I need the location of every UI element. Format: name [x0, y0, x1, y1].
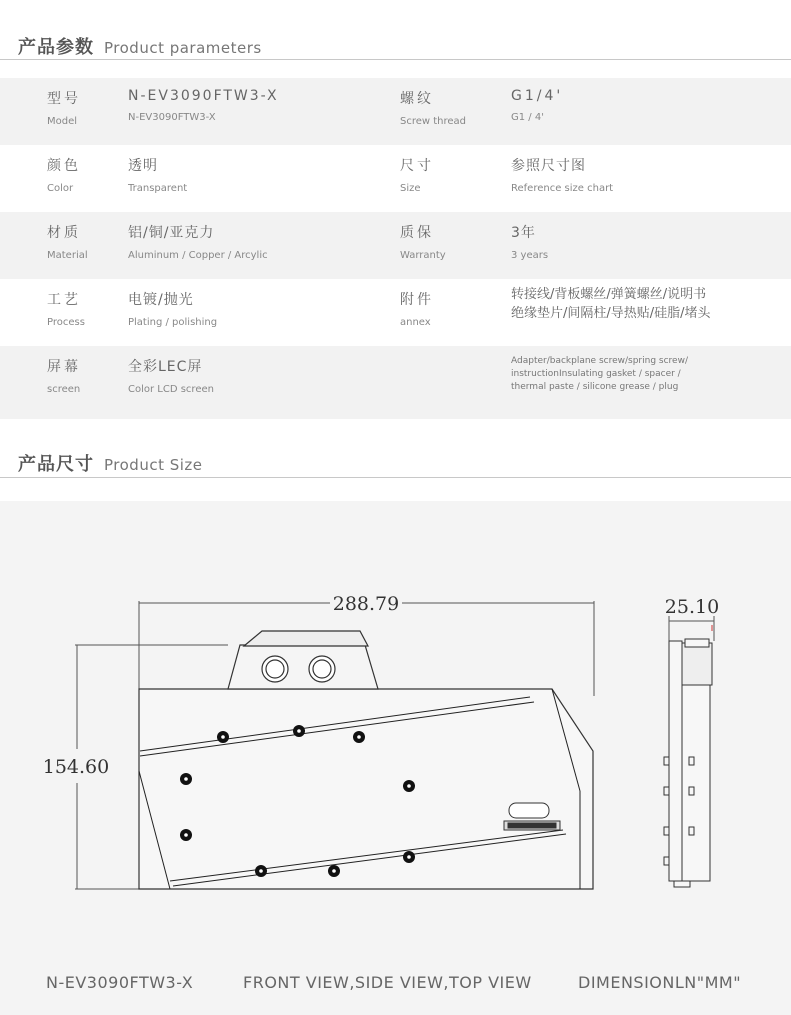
- section-title-cn: 产品尺寸: [18, 454, 94, 475]
- label-en: screen: [47, 384, 81, 395]
- value-en: Plating / polishing: [128, 317, 218, 328]
- param-value: [511, 355, 688, 394]
- section-title-size: [18, 450, 203, 476]
- table-row: [0, 145, 791, 212]
- parameters-table: [0, 78, 791, 413]
- label-cn: 屏幕: [47, 359, 81, 375]
- length-value: 288.79: [332, 593, 400, 615]
- label-en: Process: [47, 317, 85, 328]
- footer-views: FRONT VIEW,SIDE VIEW,TOP VIEW: [243, 973, 532, 992]
- footer-model: N-EV3090FTW3-X: [46, 973, 194, 992]
- table-row: [0, 346, 791, 413]
- param-label: [47, 222, 88, 261]
- param-value: [128, 155, 187, 194]
- label-cn: 螺纹: [400, 91, 434, 107]
- section-divider: [0, 59, 791, 60]
- value-cn: G1/4': [511, 88, 564, 104]
- value-cn: 参照尺寸图: [511, 158, 586, 174]
- value-en: Transparent: [128, 183, 188, 194]
- param-value: [128, 222, 268, 261]
- value-line: thermal paste / silicone grease / plug: [511, 382, 679, 392]
- label-cn: 颜色: [47, 158, 81, 174]
- front-view: [139, 631, 593, 889]
- value-en: N-EV3090FTW3-X: [128, 112, 216, 123]
- dimension-drawing: [0, 501, 791, 1015]
- param-label: [400, 155, 434, 194]
- drawing-svg: [0, 501, 791, 1015]
- label-en: Warranty: [400, 250, 446, 261]
- label-en: annex: [400, 317, 431, 328]
- height-value: 154.60: [42, 756, 110, 778]
- param-value: [128, 88, 279, 123]
- value-en: 3 years: [511, 250, 549, 261]
- param-value: [511, 88, 563, 123]
- label-en: Color: [47, 183, 74, 194]
- value-line: Adapter/backplane screw/spring screw/: [511, 356, 688, 366]
- thickness-value: 25.10: [664, 596, 720, 618]
- section-title-parameters: [18, 33, 262, 59]
- param-label: [47, 356, 81, 395]
- value-cn: 全彩LEC屏: [128, 359, 203, 375]
- value-cn: 3年: [511, 225, 536, 241]
- label-cn: 材质: [47, 225, 81, 241]
- param-value: [511, 222, 548, 261]
- table-row: [0, 279, 791, 346]
- section-title-cn: 产品参数: [18, 37, 94, 58]
- param-value: [511, 285, 711, 323]
- label-cn: 型号: [47, 91, 81, 107]
- value-cn: N-EV3090FTW3-X: [128, 88, 279, 104]
- param-label: [400, 88, 466, 127]
- param-value: [128, 356, 214, 395]
- param-label: [400, 222, 446, 261]
- value-cn: 铝/铜/亚克力: [128, 225, 215, 241]
- value-en: Reference size chart: [511, 183, 614, 194]
- section-title-en: Product parameters: [104, 39, 262, 57]
- label-cn: 质保: [400, 225, 434, 241]
- table-bottom-band: [0, 405, 791, 419]
- label-en: Model: [47, 116, 78, 127]
- footer-dimension: DIMENSIONLN"MM": [578, 973, 742, 992]
- param-label: [47, 88, 81, 127]
- value-line: 绝缘垫片/间隔柱/导热贴/硅脂/堵头: [511, 306, 711, 321]
- value-en: Color LCD screen: [128, 384, 214, 395]
- table-row: [0, 78, 791, 145]
- table-row: [0, 212, 791, 279]
- param-label: [47, 289, 85, 328]
- label-cn: 附件: [400, 292, 434, 308]
- value-line: instructionInsulating gasket / spacer /: [511, 369, 681, 379]
- section-divider: [0, 477, 791, 478]
- label-cn: 尺寸: [400, 158, 434, 174]
- value-cn: 电镀/抛光: [128, 292, 194, 308]
- param-label: [400, 289, 434, 328]
- param-label: [47, 155, 81, 194]
- value-en: G1 / 4': [511, 112, 544, 123]
- param-value: [128, 289, 217, 328]
- side-view: [664, 639, 712, 887]
- label-cn: 工艺: [47, 292, 81, 308]
- param-value: [511, 155, 613, 194]
- value-en: Aluminum / Copper / Arcylic: [128, 250, 268, 261]
- side-view-dimension: [669, 616, 714, 641]
- label-en: Material: [47, 250, 88, 261]
- value-line: 转接线/背板螺丝/弹簧螺丝/说明书: [511, 287, 707, 302]
- label-en: Size: [400, 183, 421, 194]
- value-cn: 透明: [128, 158, 158, 174]
- section-title-en: Product Size: [104, 456, 203, 474]
- label-en: Screw thread: [400, 116, 467, 127]
